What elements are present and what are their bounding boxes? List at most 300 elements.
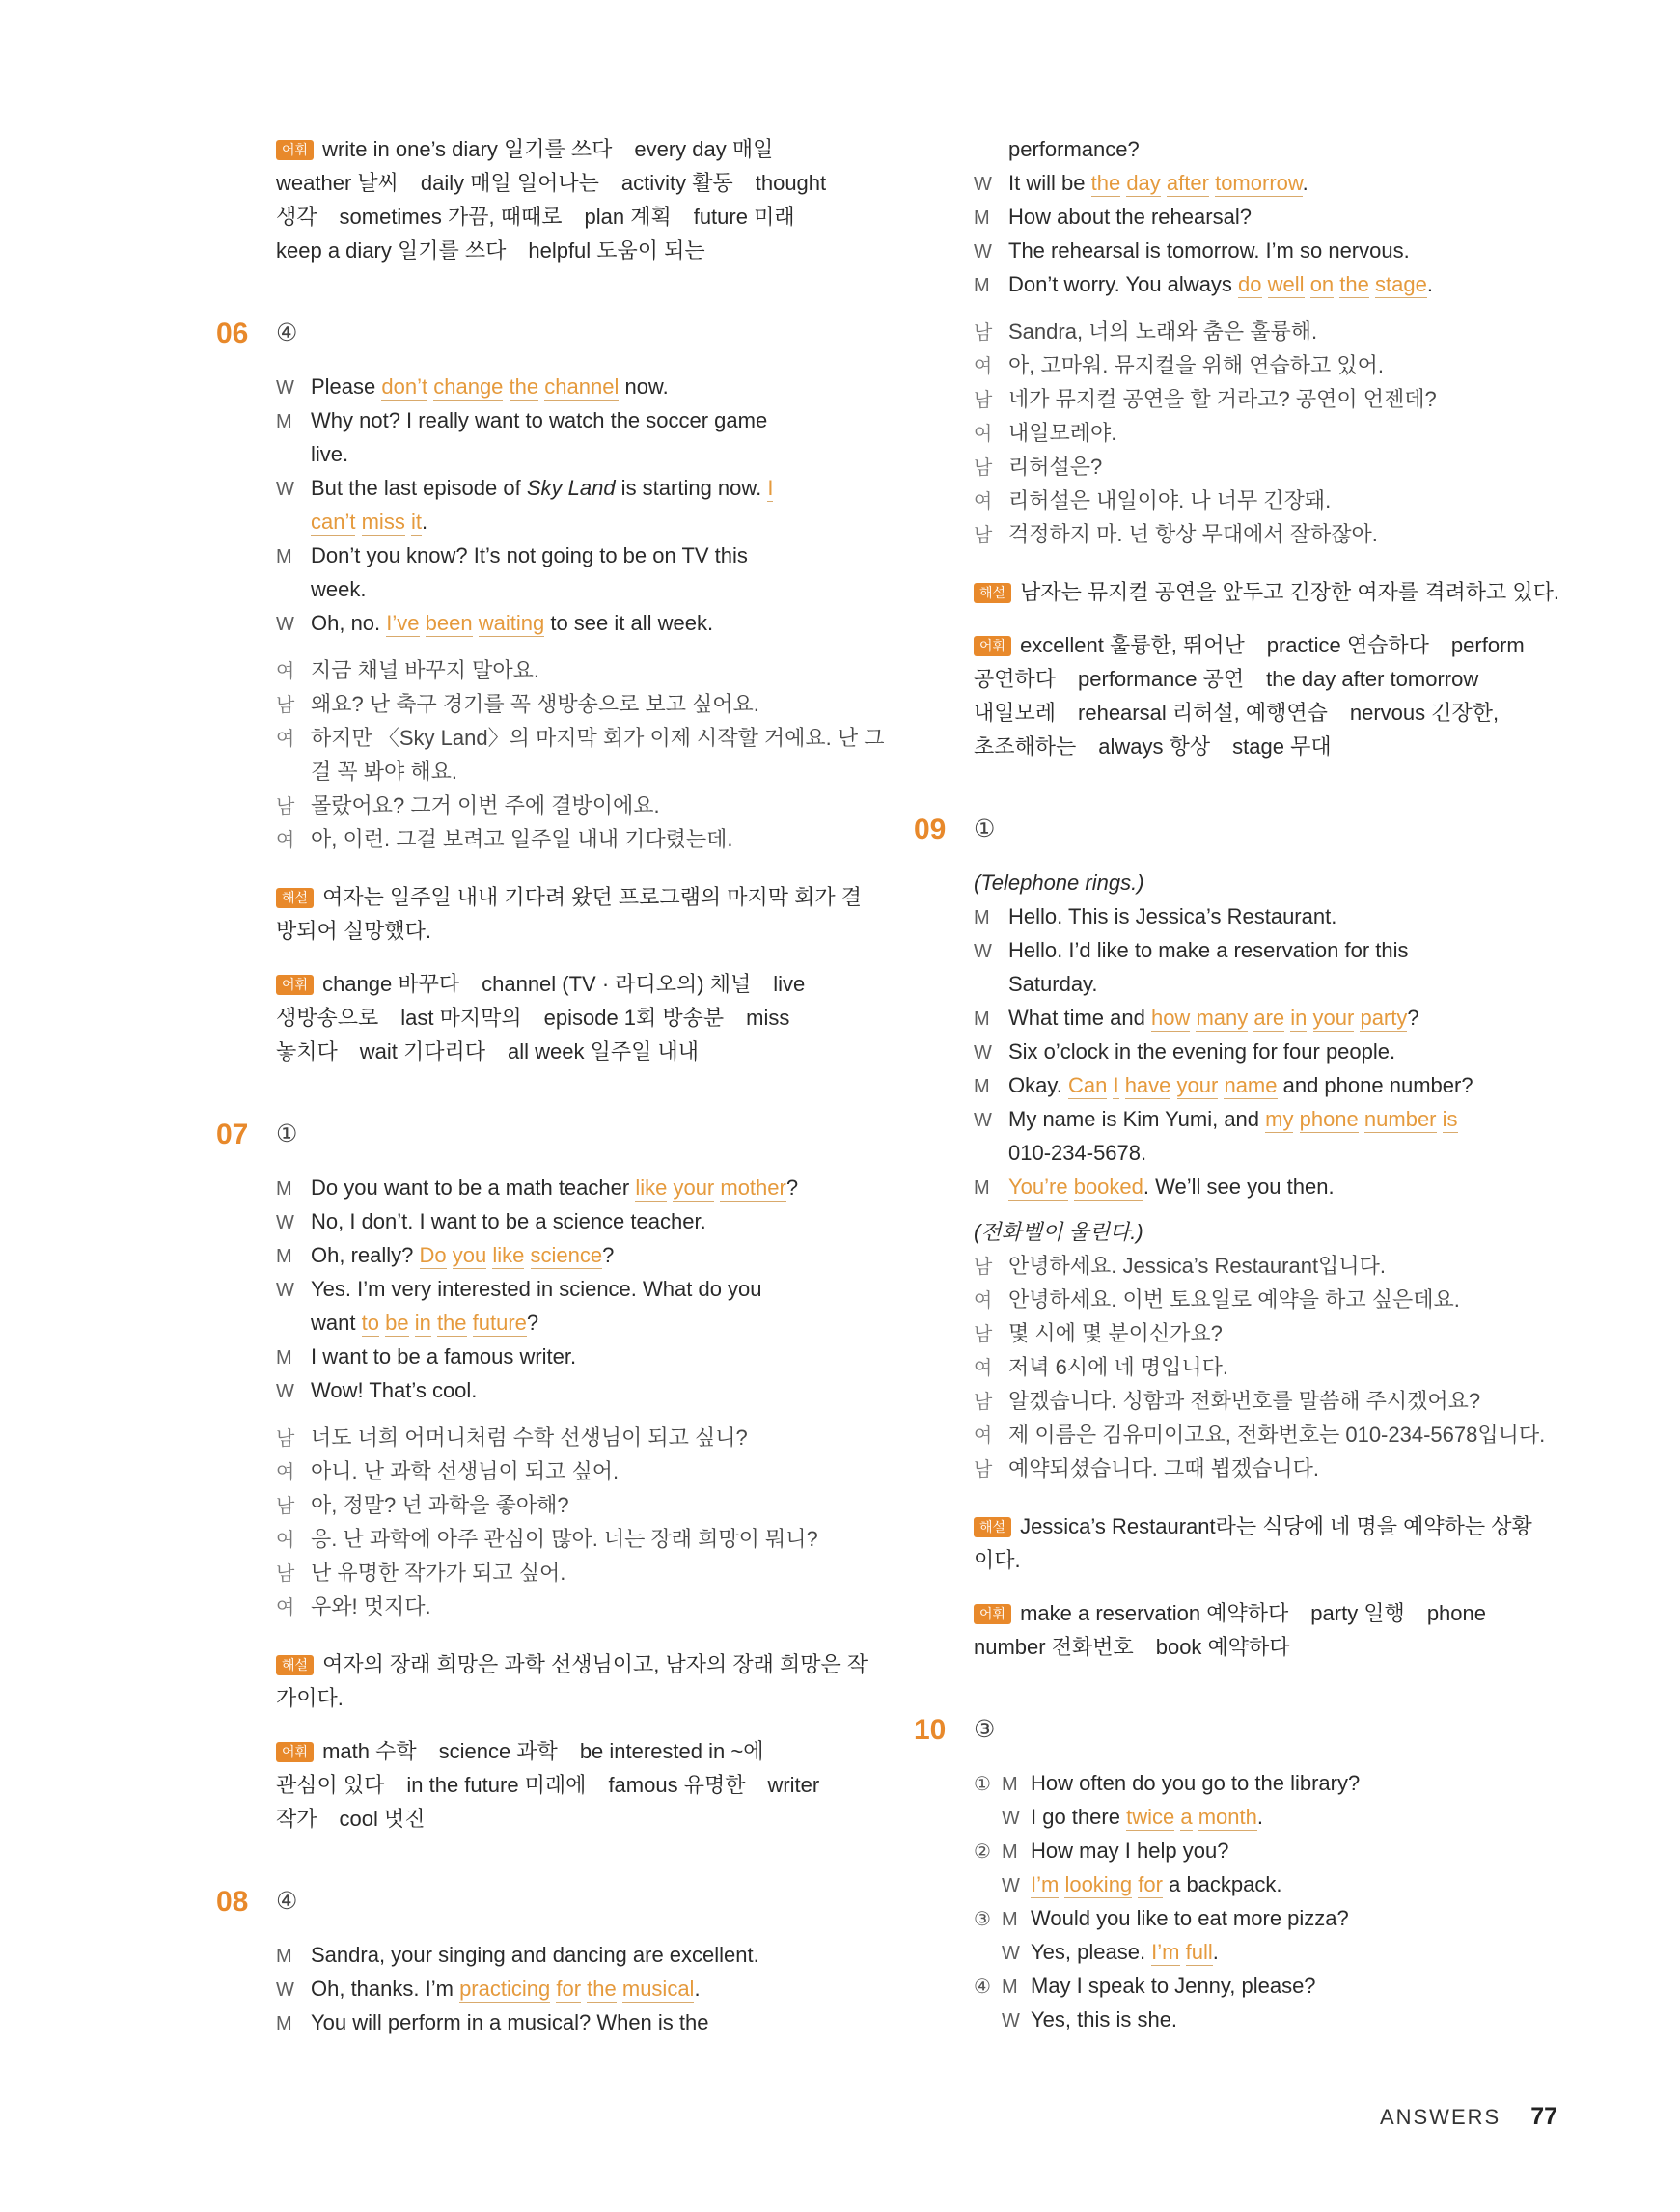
text-segment: Don’t you know? It’s not going to be on TV this — [311, 543, 748, 567]
dialogue-text — [311, 476, 773, 502]
text-segment: No, I don’t. I want to be a science teacher. — [311, 1209, 706, 1233]
dialogue-text — [1031, 1805, 1263, 1831]
vocab-item: practice 연습하다 — [1266, 633, 1429, 657]
speaker-label: W — [276, 377, 294, 399]
vocab-line — [974, 662, 1557, 696]
answer-word: for — [556, 1977, 582, 2001]
vocab-item: daily 매일 일어나는 — [420, 171, 599, 195]
speaker-label: 남 — [276, 796, 295, 817]
dialogue-text — [1008, 205, 1252, 229]
answer-blank — [1238, 272, 1427, 298]
translation-line — [276, 1590, 860, 1623]
speaker-label: M — [276, 1178, 292, 1200]
speaker-label: M — [276, 2013, 292, 2034]
dialogue-line — [276, 1938, 860, 1972]
translation-line — [974, 315, 1557, 348]
speaker-label: M — [1002, 1977, 1018, 1998]
dialogue-text — [1031, 1771, 1360, 1795]
section-block — [914, 813, 1557, 846]
dialogue-line — [276, 437, 860, 471]
text-segment: Why not? I really want to watch the soccer game — [311, 408, 768, 432]
explanation-line — [276, 1681, 860, 1715]
text-segment: Would you like to eat more pizza? — [1031, 1906, 1349, 1930]
dialogue-line — [276, 2005, 860, 2039]
explanation-text: 여자는 일주일 내내 기다려 왔던 프로그램의 마지막 회가 결 — [322, 885, 863, 909]
dialogue-text — [311, 2010, 708, 2034]
dialogue-line — [276, 1238, 860, 1272]
translation-text: 제 이름은 김유미이고요, 전화번호는 010-234-5678입니다. — [1008, 1423, 1546, 1447]
dialogue-line — [276, 1272, 860, 1306]
translation-line — [974, 1418, 1557, 1452]
vocab-item: phone — [1426, 1601, 1486, 1625]
dialogue-text — [311, 374, 669, 401]
translation-line — [974, 1350, 1557, 1384]
dialogue-text — [1008, 1006, 1419, 1032]
text-segment: What time and — [1008, 1006, 1151, 1030]
answer-word: my — [1265, 1107, 1294, 1131]
dialogue-line — [276, 1171, 860, 1204]
answer-word: to — [361, 1311, 379, 1335]
answer-word: the — [1090, 171, 1121, 195]
explanation-line — [974, 575, 1560, 609]
dialogue-line — [276, 471, 860, 505]
speaker-label: W — [974, 941, 992, 962]
vocab-block — [974, 1596, 1557, 1664]
explanation-line — [974, 1509, 1557, 1543]
dialogue-line — [974, 899, 1557, 933]
translation-text: 네가 뮤지컬 공연을 할 거라고? 공연이 언젠데? — [1008, 387, 1437, 411]
speaker-label: 남 — [974, 1392, 993, 1413]
dialogue-text — [311, 442, 348, 466]
translation-text: 왜요? 난 축구 경기를 꼭 생방송으로 보고 싶어요. — [311, 692, 759, 716]
vocab-item: perform — [1450, 633, 1525, 657]
speaker-label: W — [1002, 1875, 1020, 1896]
vocab-item: 작가 — [276, 1807, 317, 1831]
vocab-item: book 예약하다 — [1155, 1635, 1290, 1659]
speaker-label: M — [276, 1946, 292, 1967]
vocab-item: stage 무대 — [1232, 734, 1332, 759]
dialogue-line — [276, 505, 860, 539]
text-segment: Yes, this is she. — [1031, 2007, 1178, 2032]
text-segment: Six o’clock in the evening for four people. — [1008, 1039, 1396, 1064]
explanation-block — [974, 575, 1560, 609]
text-segment: Okay. — [1008, 1073, 1068, 1097]
speaker-label: 여 — [974, 356, 993, 377]
translation-text: 아, 고마워. 뮤지컬을 위해 연습하고 있어. — [1008, 353, 1384, 377]
answer-choice: ④ — [276, 1888, 298, 1915]
vocab-item: be interested in ~에 — [579, 1739, 764, 1763]
answer-word: like — [635, 1175, 668, 1200]
option-number: ④ — [974, 1977, 991, 1998]
dialogue-text — [311, 1311, 538, 1337]
answer-choice: ③ — [974, 1716, 996, 1743]
dialogue-text — [311, 1977, 701, 2003]
answer-word: Do — [419, 1243, 447, 1267]
vocab-block — [276, 967, 860, 1068]
vocab-line — [276, 1001, 860, 1035]
answer-word: channel — [544, 374, 620, 399]
text-segment: performance? — [1008, 137, 1140, 161]
vocab-line — [276, 200, 860, 234]
explanation-text: 여자의 장래 희망은 과학 선생님이고, 남자의 장래 희망은 작 — [322, 1652, 868, 1676]
dialogue-block — [974, 899, 1557, 1203]
vocab-line — [276, 1768, 860, 1802]
translation-text: 하지만 〈Sky Land〉의 마지막 회가 이제 시작할 거예요. 난 그 — [311, 726, 885, 750]
translation-line — [276, 1522, 860, 1556]
dialogue-text — [311, 1277, 762, 1301]
answer-word: I’ve — [386, 611, 420, 635]
text-segment: ? — [1407, 1006, 1419, 1030]
answer-blank — [381, 374, 619, 401]
vocab-item: keep a diary 일기를 쓰다 — [276, 238, 507, 263]
dialogue-text — [1008, 1073, 1473, 1099]
vocab-item: always 항상 — [1098, 734, 1211, 759]
answer-word: musical — [621, 1977, 695, 2001]
explanation-text: 방되어 실망했다. — [276, 919, 431, 943]
speaker-label: 여 — [276, 1530, 295, 1551]
answer-blank — [1068, 1073, 1278, 1099]
speaker-label: 남 — [974, 1257, 993, 1278]
dialogue-text — [1008, 238, 1410, 263]
translation-line — [276, 1488, 860, 1522]
text-segment: Wow! That’s cool. — [311, 1378, 478, 1402]
speaker-label: W — [276, 1381, 294, 1402]
translation-text: 걱정하지 마. 넌 항상 무대에서 잘하잖아. — [1008, 522, 1378, 546]
text-segment: The rehearsal is tomorrow. I’m so nervous. — [1008, 238, 1410, 263]
speaker-label: W — [974, 1042, 992, 1064]
translation-line — [276, 822, 860, 856]
vocab-item: helpful 도움이 되는 — [528, 238, 705, 263]
answer-word: the — [509, 374, 539, 399]
text-segment: . — [1302, 171, 1308, 195]
text-segment: But the last episode of — [311, 476, 527, 500]
translation-line — [276, 1421, 860, 1454]
answer-word: your — [1176, 1073, 1219, 1097]
dialogue-block — [276, 1171, 860, 1407]
explanation-line — [276, 914, 860, 948]
question-number: 07 — [216, 1119, 249, 1150]
vocab-item: 놓치다 — [276, 1039, 338, 1064]
dialogue-line — [276, 539, 860, 572]
translation-line — [276, 788, 860, 822]
speaker-label: W — [276, 1212, 294, 1233]
answer-word: it — [410, 510, 422, 534]
dialogue-text — [311, 1943, 759, 1967]
speaker-label: W — [276, 614, 294, 635]
translation-text: 내일모레야. — [1008, 421, 1117, 445]
text-segment: and phone number? — [1277, 1073, 1473, 1097]
dialogue-line — [974, 1136, 1557, 1170]
answer-word: are — [1253, 1006, 1285, 1030]
dialogue-text — [1008, 1107, 1458, 1133]
translation-line — [974, 1249, 1557, 1283]
speaker-label: W — [1002, 2010, 1020, 2032]
text-segment: . We’ll see you then. — [1143, 1175, 1335, 1199]
dialogue-text — [1008, 171, 1308, 197]
text-segment: 010-234-5678. — [1008, 1141, 1147, 1165]
dialogue-text — [311, 1344, 576, 1369]
translation-text: 리허설은 내일이야. 나 너무 긴장돼. — [1008, 488, 1332, 512]
translation-line — [974, 1452, 1557, 1485]
dialogue-text — [1031, 1940, 1219, 1966]
dialogue-text — [1008, 1175, 1335, 1201]
translation-text: 응. 난 과학에 아주 관심이 많아. 너는 장래 희망이 뭐니? — [311, 1527, 818, 1551]
dialogue-text — [311, 510, 427, 536]
answer-word: do — [1238, 272, 1262, 296]
answer-word: future — [472, 1311, 527, 1335]
translation-line — [974, 1384, 1557, 1418]
answer-word: in — [1290, 1006, 1308, 1030]
vocab-item: writer — [767, 1773, 820, 1797]
answer-word: mother — [720, 1175, 786, 1200]
translation-text: 안녕하세요. Jessica’s Restaurant입니다. — [1008, 1254, 1386, 1278]
vocab-line — [276, 1035, 860, 1068]
speaker-label: 여 — [276, 1597, 295, 1618]
answer-word: like — [492, 1243, 525, 1267]
answer-word: stage — [1375, 272, 1427, 296]
vocab-line — [276, 166, 860, 200]
speaker-label: 남 — [974, 1459, 993, 1480]
vocab-item: 공연하다 — [974, 667, 1057, 691]
answer-word: I — [767, 476, 774, 500]
speaker-label: 남 — [276, 1428, 295, 1450]
section-block — [216, 1885, 860, 1919]
right-column — [914, 132, 1560, 2036]
text-segment: It will be — [1008, 171, 1091, 195]
explanation-block — [276, 1647, 868, 1715]
vocab-item: future 미래 — [693, 205, 795, 229]
translation-text: 우와! 멋지다. — [311, 1594, 431, 1618]
explanation-block — [974, 1509, 1557, 1577]
answer-blank — [1265, 1107, 1457, 1133]
answer-word: Can — [1067, 1073, 1108, 1097]
text-segment: . — [1426, 272, 1433, 296]
dialogue-line — [974, 1001, 1557, 1035]
dialogue-line — [974, 1102, 1557, 1136]
text-segment: want — [311, 1311, 362, 1335]
answer-choice: ① — [276, 1120, 298, 1147]
translation-text: 리허설은? — [1008, 455, 1103, 479]
speaker-label: 여 — [974, 1358, 993, 1379]
text-segment: week. — [311, 577, 367, 601]
answer-word: the — [436, 1311, 467, 1335]
vocab-item: rehearsal 리허설, 예행연습 — [1078, 701, 1328, 725]
answer-word: You’re — [1008, 1175, 1068, 1199]
dialogue-line — [276, 1204, 860, 1238]
answer-blank — [635, 1175, 786, 1202]
option-line — [974, 1935, 1557, 1969]
speaker-label: M — [974, 907, 990, 928]
dialogue-text — [1008, 1141, 1146, 1165]
vocab-item: famous 유명한 — [608, 1773, 746, 1797]
answer-blank — [386, 611, 544, 637]
speaker-label: M — [1002, 1774, 1018, 1795]
option-line — [974, 1901, 1557, 1935]
korean-block — [974, 315, 1557, 551]
answer-word: the — [587, 1977, 617, 2001]
speaker-label: W — [1002, 1808, 1020, 1829]
answer-blank — [1126, 1805, 1257, 1831]
vocab-item: episode 1회 방송분 — [543, 1006, 725, 1030]
page-footer — [1380, 2100, 1557, 2134]
answer-word: is — [1442, 1107, 1458, 1131]
answer-blank — [311, 510, 422, 536]
dialogue-text — [1008, 1039, 1395, 1064]
translation-line — [276, 721, 885, 755]
vocab-badge: 어휘 — [276, 975, 314, 995]
explanation-block — [276, 880, 863, 948]
speaker-label: M — [1002, 1909, 1018, 1930]
vocab-item: cool 멋진 — [339, 1807, 426, 1831]
dialogue-line — [974, 166, 1557, 200]
answer-word: been — [425, 611, 473, 635]
italic-title: Sky Land — [526, 476, 616, 500]
section-block — [216, 317, 860, 350]
vocab-item: every day 매일 — [634, 137, 774, 161]
speaker-label: 여 — [276, 729, 295, 750]
speaker-label: M — [1002, 1841, 1018, 1863]
text-segment: How often do you go to the library? — [1031, 1771, 1361, 1795]
dialogue-block — [276, 370, 860, 640]
answer-word: I’m — [1151, 1940, 1180, 1964]
answer-word: party — [1360, 1006, 1408, 1030]
text-segment: Saturday. — [1008, 972, 1098, 996]
vocab-item: party 일행 — [1310, 1601, 1405, 1625]
answer-word: change — [433, 374, 504, 399]
translation-text: 몇 시에 몇 분이신가요? — [1008, 1321, 1223, 1345]
vocab-line — [974, 696, 1557, 730]
text-segment: Yes, please. — [1031, 1940, 1152, 1964]
option-number: ② — [974, 1841, 991, 1863]
dialogue-line — [276, 1306, 860, 1340]
vocab-line — [974, 1630, 1557, 1664]
text-segment: now. — [619, 374, 669, 399]
text-segment: I go there — [1031, 1805, 1127, 1829]
speaker-label: 여 — [276, 1462, 295, 1483]
dialogue-line — [974, 234, 1557, 267]
answer-word: you — [452, 1243, 487, 1267]
dialogue-text — [311, 1378, 477, 1402]
vocab-line — [974, 1596, 1557, 1630]
answer-blank — [1151, 1940, 1213, 1966]
speaker-label: M — [276, 411, 292, 432]
answer-word: number — [1363, 1107, 1437, 1131]
speaker-label: 남 — [276, 695, 295, 716]
translation-text: 난 유명한 작가가 되고 싶어. — [311, 1561, 566, 1585]
answer-word: your — [673, 1175, 715, 1200]
answer-word: day — [1126, 171, 1161, 195]
text-segment: Oh, no. — [311, 611, 387, 635]
vocab-item: last 마지막의 — [400, 1006, 522, 1030]
speaker-label: 여 — [974, 424, 993, 445]
dialogue-block — [974, 132, 1557, 301]
translation-line — [276, 1454, 860, 1488]
answer-choice: ④ — [276, 319, 298, 346]
speaker-label: 남 — [974, 525, 993, 546]
answer-blank — [1008, 1175, 1143, 1201]
stage-block — [974, 866, 1557, 899]
answer-word: tomorrow — [1215, 171, 1303, 195]
dialogue-text — [1031, 1872, 1282, 1898]
answer-blank — [362, 1311, 527, 1337]
speaker-label: W — [974, 241, 992, 263]
answer-word: phone — [1299, 1107, 1359, 1131]
question-number: 08 — [216, 1886, 249, 1918]
option-line — [974, 1834, 1557, 1867]
answer-word: many — [1196, 1006, 1249, 1030]
text-segment: Sandra, your singing and dancing are excellent. — [311, 1943, 759, 1967]
speaker-label: 여 — [276, 830, 295, 851]
answer-word: for — [1138, 1872, 1163, 1896]
dialogue-line — [276, 1340, 860, 1373]
vocab-item: number 전화번호 — [974, 1635, 1134, 1659]
speaker-label: 남 — [974, 1324, 993, 1345]
option-line — [974, 1969, 1557, 2003]
dialogue-line — [974, 967, 1557, 1001]
translation-text: 저녁 6시에 네 명입니다. — [1008, 1355, 1228, 1379]
text-segment: You will perform in a musical? When is the — [311, 2010, 709, 2034]
speaker-label: M — [276, 546, 292, 567]
vocab-item: activity 활동 — [620, 171, 733, 195]
korean-block — [276, 1421, 860, 1623]
translation-line — [276, 1556, 860, 1590]
speaker-label: 남 — [276, 1496, 295, 1517]
answer-word: full — [1185, 1940, 1213, 1964]
translation-text: 예약되셨습니다. 그때 뵙겠습니다. — [1008, 1456, 1319, 1480]
text-segment: . — [1212, 1940, 1219, 1964]
translation-text: 아, 정말? 넌 과학을 좋아해? — [311, 1493, 569, 1517]
speaker-label: W — [276, 479, 294, 500]
explanation-badge: 해설 — [974, 1517, 1011, 1537]
answer-word: have — [1124, 1073, 1171, 1097]
vocab-item: make a reservation 예약하다 — [1020, 1601, 1289, 1625]
option-line — [974, 1867, 1557, 1901]
text-segment: . — [1256, 1805, 1263, 1829]
section-block — [914, 1713, 1557, 1747]
vocab-badge: 어휘 — [974, 1604, 1011, 1624]
dialogue-text — [1008, 272, 1433, 298]
speaker-label: M — [974, 207, 990, 229]
text-segment: to see it all week. — [544, 611, 714, 635]
options-block — [974, 1766, 1557, 2036]
translation-text: 아, 이런. 그걸 보려고 일주일 내내 기다렸는데. — [311, 827, 733, 851]
dialogue-text — [1008, 938, 1409, 962]
answer-word: miss — [361, 510, 405, 534]
vocab-item: wait 기다리다 — [359, 1039, 486, 1064]
explanation-badge: 해설 — [276, 1655, 314, 1675]
answer-word: I’m — [1031, 1872, 1060, 1896]
vocab-item: 관심이 있다 — [276, 1773, 385, 1797]
answer-blank — [767, 476, 773, 502]
option-line — [974, 2003, 1557, 2036]
text-segment: Please — [311, 374, 382, 399]
text-segment: Do you want to be a math teacher — [311, 1175, 636, 1200]
footer-label: ANSWERS — [1379, 2105, 1501, 2129]
vocab-block — [974, 628, 1557, 763]
answer-word: how — [1150, 1006, 1191, 1030]
dialogue-line — [974, 1170, 1557, 1203]
answer-blank — [420, 1243, 603, 1269]
speaker-label: W — [276, 1979, 294, 2001]
text-segment: I want to be a famous writer. — [311, 1344, 577, 1369]
translation-text: 알겠습니다. 성함과 전화번호를 말씀해 주시겠어요? — [1008, 1389, 1481, 1413]
vocab-item: excellent 훌륭한, 뛰어난 — [1020, 633, 1245, 657]
vocab-item: thought — [755, 171, 827, 195]
text-segment: Hello. This is Jessica’s Restaurant. — [1008, 904, 1337, 928]
explanation-line — [276, 880, 863, 914]
answer-blank — [1091, 171, 1303, 197]
text-segment: is starting now. — [615, 476, 768, 500]
